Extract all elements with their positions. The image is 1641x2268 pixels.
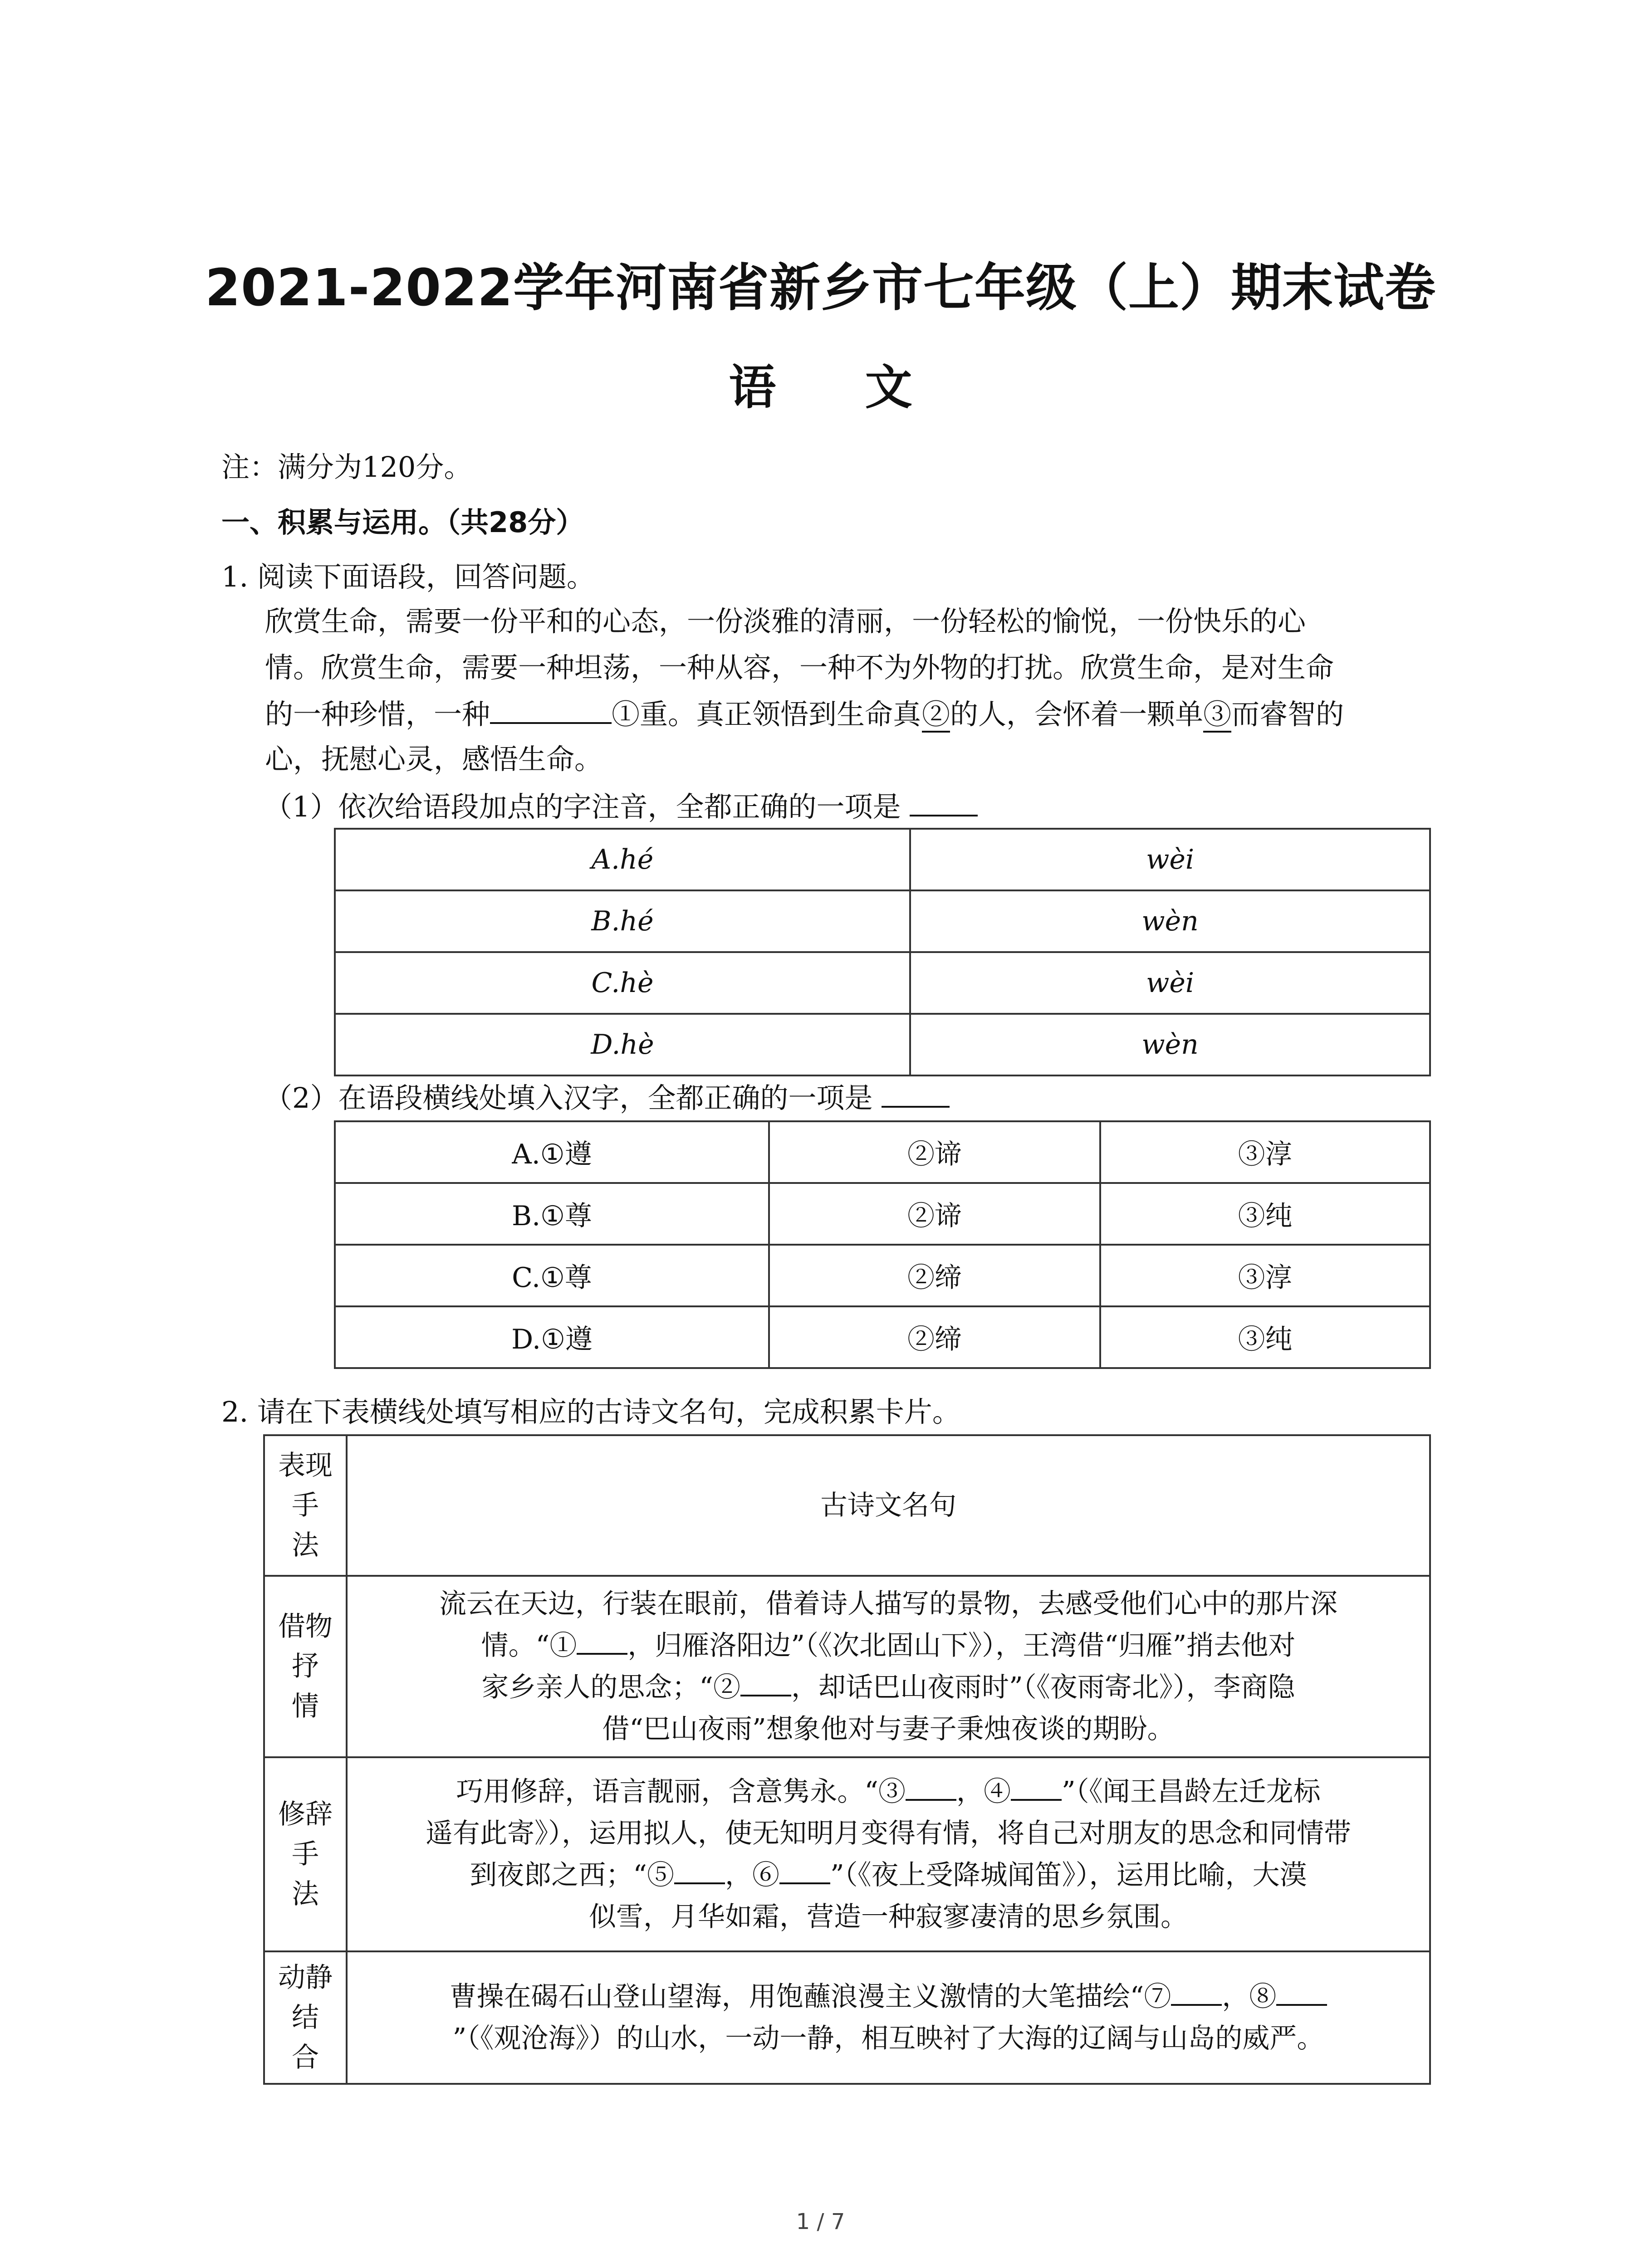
table-row[interactable] <box>335 829 1430 890</box>
option-cell: D.①遵 <box>335 1306 769 1368</box>
option-cell: wèi <box>910 829 1430 890</box>
row-label: 修辞 手 法 <box>264 1757 347 1951</box>
passage-text: 的一种珍惜，一种 <box>265 698 490 731</box>
option-cell: A.hé <box>335 829 910 890</box>
option-cell: ②缔 <box>769 1245 1100 1306</box>
option-cell: ③纯 <box>1100 1306 1430 1368</box>
row-content <box>347 1951 1430 2084</box>
option-cell: B.①尊 <box>335 1183 769 1245</box>
table-row[interactable] <box>335 890 1430 952</box>
table-row[interactable] <box>335 952 1430 1014</box>
sub-question-2-text: （2）在语段横线处填入汉字，全都正确的一项是 <box>264 1081 873 1114</box>
card-text: 遥有此寄》），运用拟人，使无知明月变得有情，将自己对朋友的思念和同情带 <box>426 1818 1351 1849</box>
passage-line-2: 情。欣赏生命，需要一种坦荡，一种从容，一种不为外物的打扰。欣赏生命，是对生命 <box>265 651 1334 684</box>
option-cell: wèn <box>910 890 1430 952</box>
card-text: 情。“① ，归雁洛阳边”（《次北固山下》），王湾借“归雁”捎去他对 <box>360 1625 1416 1667</box>
option-cell: ②谛 <box>769 1183 1100 1245</box>
section-heading: 一、积累与运用。（共28分） <box>221 506 584 539</box>
row-content <box>347 1576 1430 1757</box>
card-text: 家乡亲人的思念；“② ，却话巴山夜雨时”（《夜雨寄北》），李商隐 <box>360 1667 1416 1708</box>
sub-question-2 <box>264 1080 950 1116</box>
card-text: 借“巴山夜雨”想象他对与妻子秉烛夜谈的期盼。 <box>602 1713 1175 1745</box>
question-2-stem: 2. 请在下表横线处填写相应的古诗文名句，完成积累卡片。 <box>221 1395 960 1428</box>
sub-question-1 <box>264 788 978 825</box>
page-number: 1 / 7 <box>796 2209 845 2234</box>
table-row <box>264 1576 1430 1757</box>
sub-question-1-text: （1）依次给语段加点的字注音，全都正确的一项是 <box>264 790 901 823</box>
passage-text: ①重。真正领悟到生命真 <box>612 698 921 731</box>
option-cell: ③淳 <box>1100 1121 1430 1183</box>
fill-blank-8[interactable] <box>1276 1978 1327 2006</box>
fill-blank-5[interactable] <box>674 1856 725 1884</box>
score-note: 注：满分为120分。 <box>221 450 472 484</box>
passage-text: 而睿智的 <box>1231 698 1344 731</box>
passage-text: 的人，会怀着一颗单 <box>950 698 1204 731</box>
option-cell: ②谛 <box>769 1121 1100 1183</box>
card-text: 似雪，月华如霜，营造一种寂寥凄清的思乡氛围。 <box>589 1901 1188 1933</box>
answer-blank-1[interactable] <box>910 788 978 816</box>
passage-text: ② <box>922 698 950 733</box>
exam-title: 2021-2022学年河南省新乡市七年级（上）期末试卷 <box>205 259 1436 318</box>
question-1-stem: 1. 阅读下面语段，回答问题。 <box>221 560 595 593</box>
passage-line-4: 心，抚慰心灵，感悟生命。 <box>265 743 603 776</box>
option-cell: C.①尊 <box>335 1245 769 1306</box>
card-text: 曹操在碣石山登山望海，用饱蘸浪漫主义激情的大笔描绘“⑦ ，⑧ <box>360 1976 1416 2018</box>
table-row <box>264 1757 1430 1951</box>
header-quotes: 古诗文名句 <box>347 1435 1430 1576</box>
pinyin-options-table <box>334 828 1431 1076</box>
fill-blank-4[interactable] <box>1011 1773 1062 1801</box>
fill-blank-1[interactable] <box>577 1627 627 1655</box>
option-cell: ③淳 <box>1100 1245 1430 1306</box>
accumulation-card-table <box>263 1434 1431 2085</box>
table-row[interactable] <box>335 1245 1430 1306</box>
table-row[interactable] <box>335 1014 1430 1075</box>
card-text: 巧用修辞，语言靓丽，含意隽永。“③ ，④ ”（《闻王昌龄左迁龙标 <box>360 1771 1416 1813</box>
fill-blank-7[interactable] <box>1171 1978 1222 2006</box>
row-label: 动静 结 合 <box>264 1951 347 2084</box>
option-cell: A.①遵 <box>335 1121 769 1183</box>
table-row[interactable] <box>335 1183 1430 1245</box>
table-header-row <box>264 1435 1430 1576</box>
table-row[interactable] <box>335 1306 1430 1368</box>
option-cell: wèn <box>910 1014 1430 1075</box>
table-row[interactable] <box>335 1121 1430 1183</box>
option-cell: ③纯 <box>1100 1183 1430 1245</box>
character-options-table <box>334 1120 1431 1369</box>
header-technique: 表现 手 法 <box>264 1435 347 1576</box>
passage-text: ③ <box>1203 698 1231 733</box>
fill-blank-1[interactable] <box>490 696 612 724</box>
fill-blank-6[interactable] <box>779 1856 830 1884</box>
row-content <box>347 1757 1430 1951</box>
fill-blank-2[interactable] <box>740 1668 791 1696</box>
passage-line-1: 欣赏生命，需要一份平和的心态，一份淡雅的清丽，一份轻松的愉悦，一份快乐的心 <box>265 605 1306 638</box>
row-label: 借物 抒 情 <box>264 1576 347 1757</box>
passage-line-3 <box>265 696 1344 733</box>
option-cell: ②缔 <box>769 1306 1100 1368</box>
card-text: 流云在天边，行装在眼前，借着诗人描写的景物，去感受他们心中的那片深 <box>439 1588 1337 1620</box>
fill-blank-3[interactable] <box>906 1773 956 1801</box>
subject-heading: 语 文 <box>729 360 949 415</box>
table-row <box>264 1951 1430 2084</box>
option-cell: D.hè <box>335 1014 910 1075</box>
option-cell: C.hè <box>335 952 910 1014</box>
card-text: 到夜郎之西；“⑤ ，⑥ ”（《夜上受降城闻笛》），运用比喻，大漠 <box>360 1854 1416 1896</box>
card-text: ”（《观沧海》）的山水，一动一静，相互映衬了大海的辽阔与山岛的威严。 <box>452 2023 1324 2054</box>
option-cell: B.hé <box>335 890 910 952</box>
option-cell: wèi <box>910 952 1430 1014</box>
answer-blank-2[interactable] <box>882 1080 950 1108</box>
